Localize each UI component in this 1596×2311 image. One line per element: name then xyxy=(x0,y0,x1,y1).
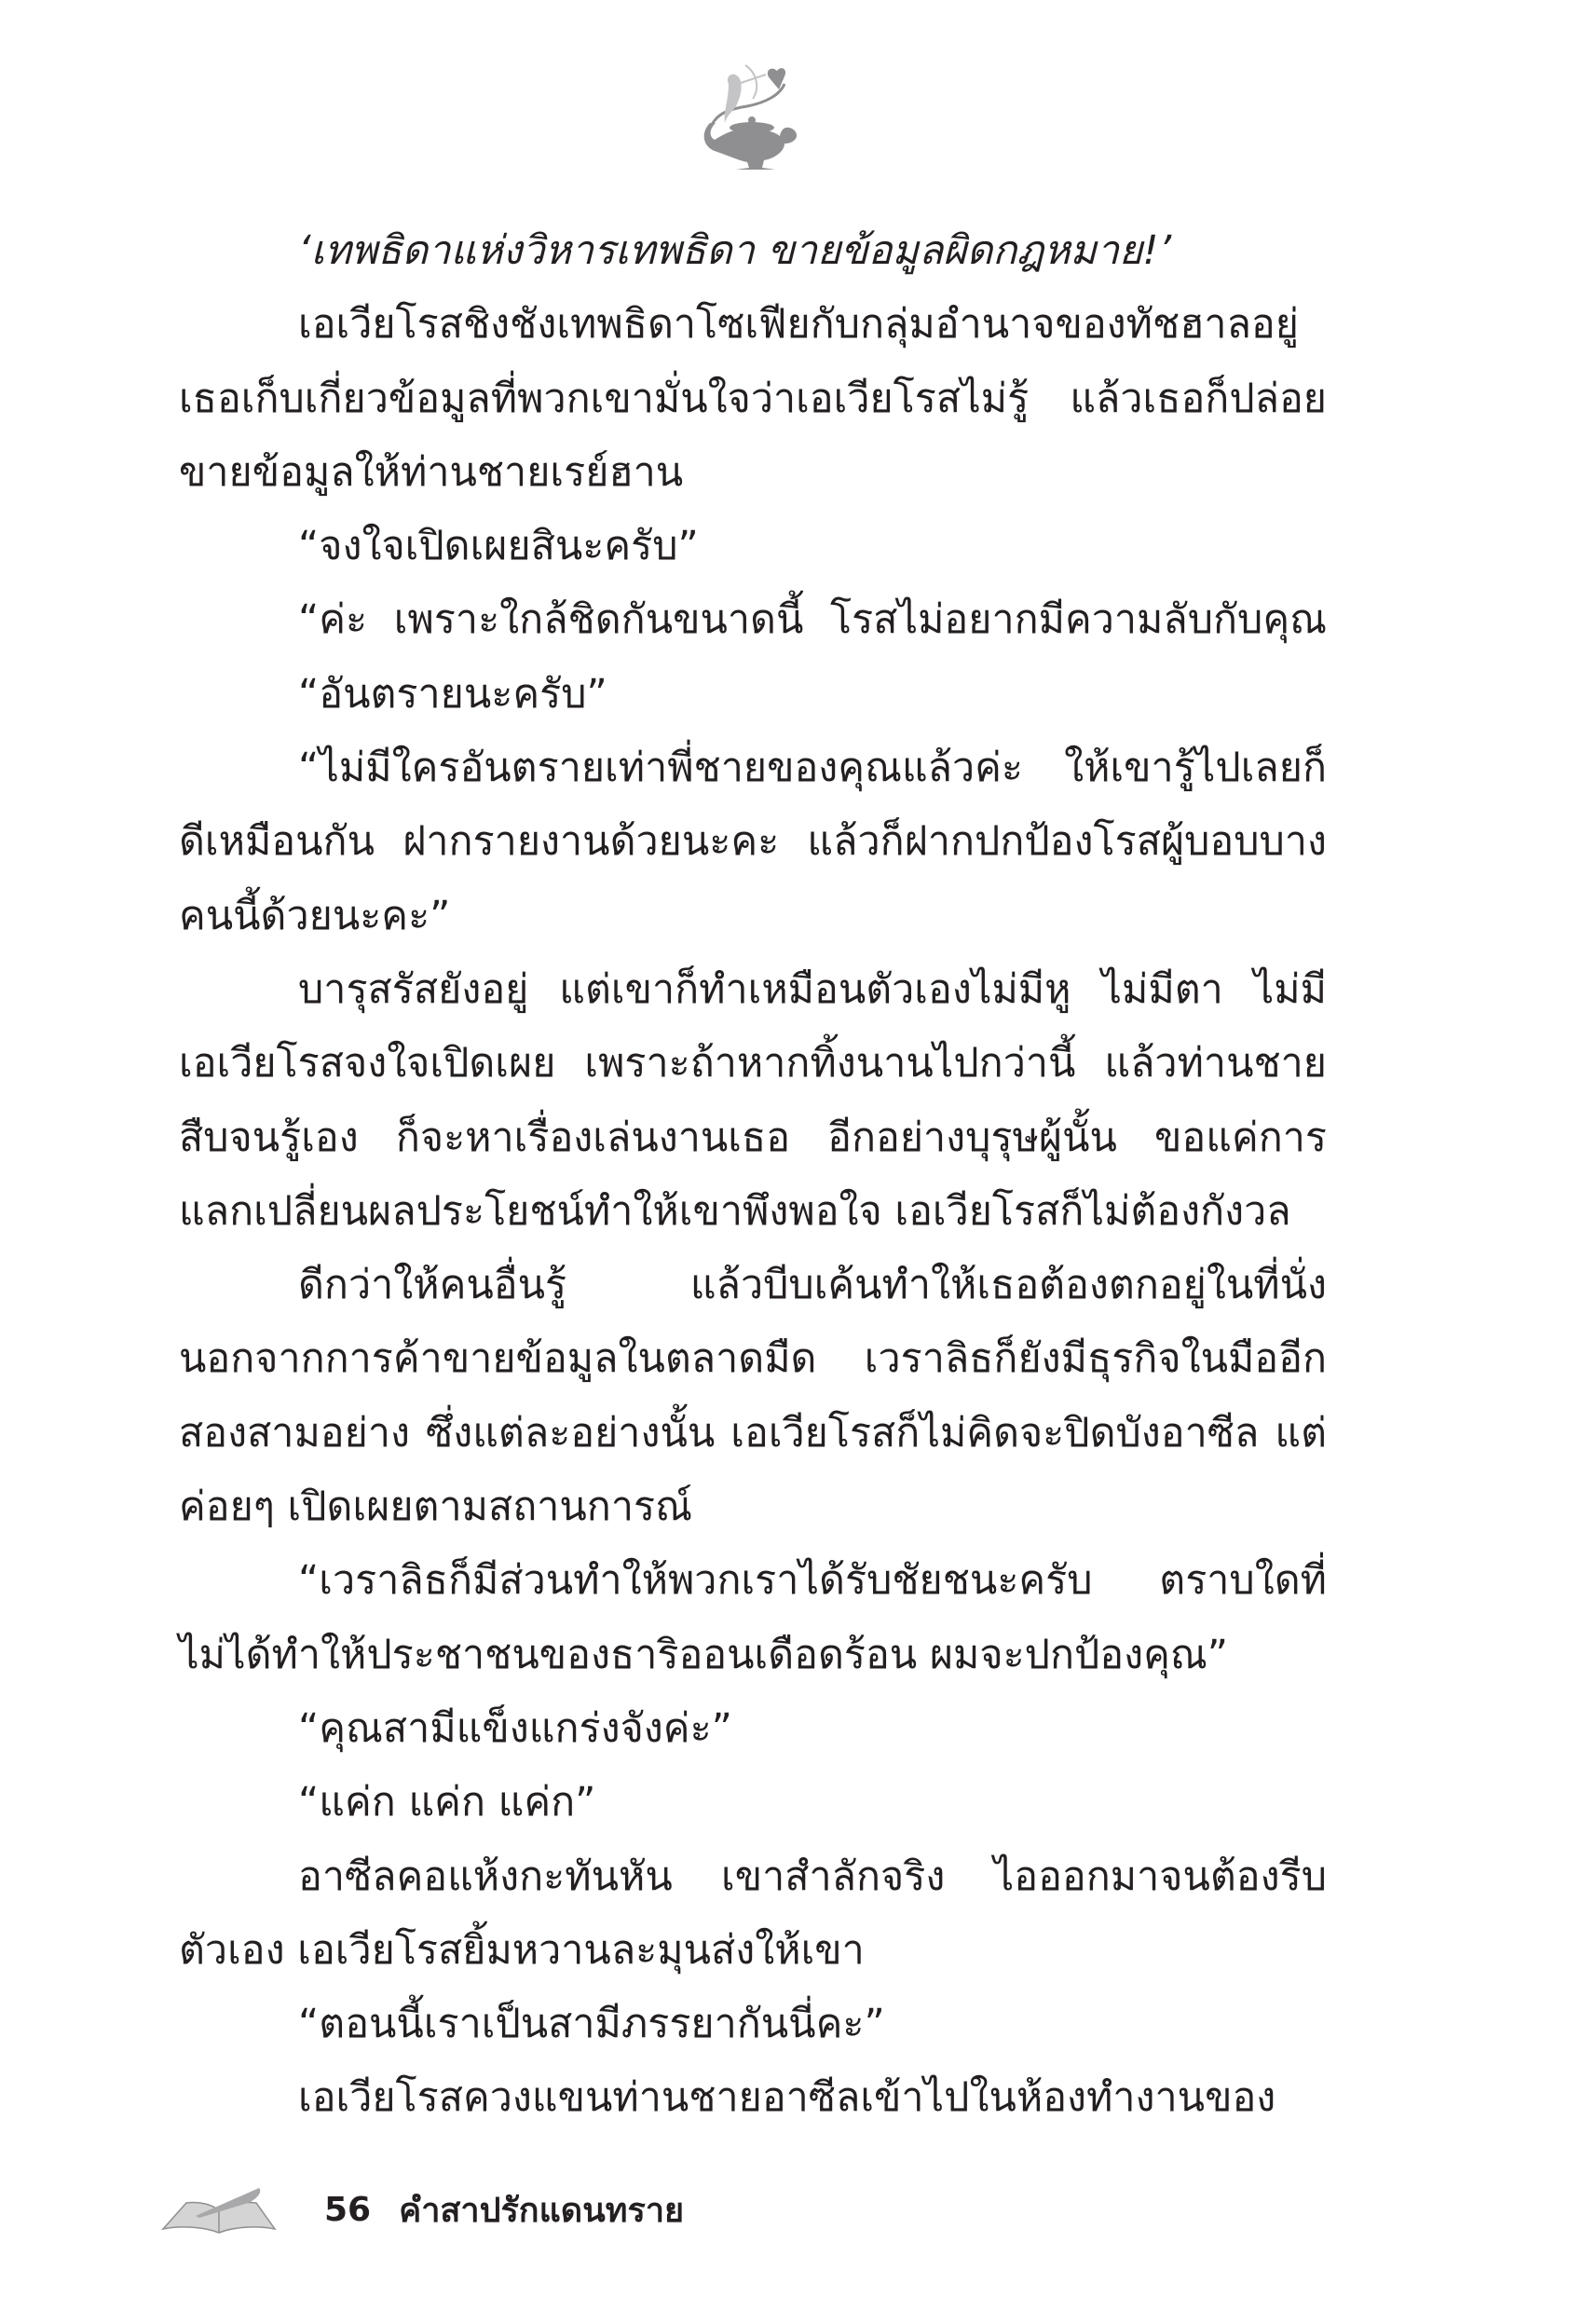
text-line: “อันตรายนะครับ” xyxy=(298,670,607,718)
text-line: “จงใจเปิดเผยสินะครับ” xyxy=(298,523,699,570)
open-book-quill-icon xyxy=(158,2182,280,2236)
text-line: ตัวเอง เอเวียโรสยิ้มหวานละมุนส่งให้เขา xyxy=(179,1926,865,1974)
text-line: “แค่ก แค่ก แค่ก” xyxy=(298,1779,596,1826)
text-line: ดีเหมือนกัน ฝากรายงานด้วยนะคะ แล้วก็ฝากปกป้องโรสผู้บอบบาง xyxy=(179,818,1327,866)
book-title: คำสาปรักแดนทราย xyxy=(399,2191,685,2230)
text-line: คนนี้ด้วยนะคะ” xyxy=(179,892,451,939)
page-number: 56 xyxy=(324,2190,372,2229)
text-line: แลกเปลี่ยนผลประโยชน์ทำให้เขาพึงพอใจ เอเวียโรสก็ไม่ต้องกังวล xyxy=(179,1187,1291,1235)
text-line: ‘เทพธิดาแห่งวิหารเทพธิดา ขายข้อมูลผิดกฎหมาย!’ xyxy=(298,227,1172,274)
text-line: บารุสรัสยังอยู่ แต่เขาก็ทำเหมือนตัวเองไม่มีหู ไม่มีตา ไม่มี xyxy=(298,965,1327,1013)
text-line: เอเวียโรสชิงชังเทพธิดาโซเฟียกับกลุ่มอำนาจของทัชฮาลอยู่ xyxy=(298,301,1299,349)
text-line: สองสามอย่าง ซึ่งแต่ละอย่างนั้น เอเวียโรสก็ไม่คิดจะปิดบังอาซีล แต่ xyxy=(179,1409,1327,1456)
text-line: ค่อยๆ เปิดเผยตามสถานการณ์ xyxy=(179,1484,692,1531)
text-line: “ค่ะ เพราะใกล้ชิดกันขนาดนี้ โรสไม่อยากมีความลับกับคุณ xyxy=(298,596,1327,644)
text-line: ดีกว่าให้คนอื่นรู้ แล้วบีบเค้นทำให้เธอต้องตกอยู่ในที่นั่ง xyxy=(298,1262,1327,1309)
text-line: เอเวียโรสควงแขนท่านชายอาซีลเข้าไปในห้องทำงานของ xyxy=(298,2074,1276,2122)
text-line: นอกจากการค้าขายข้อมูลในตลาดมืด เวราลิธก็ยังมีธุรกิจในมืออีก xyxy=(179,1335,1327,1383)
text-line: เธอเก็บเกี่ยวข้อมูลที่พวกเขามั่นใจว่าเอเวียโรสไม่รู้ แล้วเธอก็ปล่อย xyxy=(179,375,1327,422)
body-text xyxy=(179,214,1327,2136)
text-line: ขายข้อมูลให้ท่านชายเรย์ฮาน xyxy=(179,448,684,496)
text-line: สืบจนรู้เอง ก็จะหาเรื่องเล่นงานเธอ อีกอย่างบุรุษผู้นั้น ขอแค่การ xyxy=(179,1114,1327,1161)
text-line: “คุณสามีแข็งแกร่งจังค่ะ” xyxy=(298,1704,732,1752)
text-line: เอเวียโรสจงใจเปิดเผย เพราะถ้าหากทิ้งนานไปกว่านี้ แล้วท่านชาย xyxy=(179,1040,1327,1087)
text-line: ไม่ได้ทำให้ประชาชนของธาริออนเดือดร้อน ผมจะปกป้องคุณ” xyxy=(179,1631,1229,1678)
page-footer xyxy=(158,2177,684,2242)
cupid-genie-lamp-icon xyxy=(691,58,811,171)
text-line: “ตอนนี้เราเป็นสามีภรรยากันนี่คะ” xyxy=(298,2001,885,2048)
text-line: “ไม่มีใครอันตรายเท่าพี่ชายของคุณแล้วค่ะ ให้เขารู้ไปเลยก็ xyxy=(298,745,1327,792)
text-line: “เวราลิธก็มีส่วนทำให้พวกเราได้รับชัยชนะครับ ตราบใดที่ xyxy=(298,1557,1327,1605)
text-line: อาซีลคอแห้งกะทันหัน เขาสำลักจริง ไอออกมาจนต้องรีบ xyxy=(298,1853,1327,1900)
